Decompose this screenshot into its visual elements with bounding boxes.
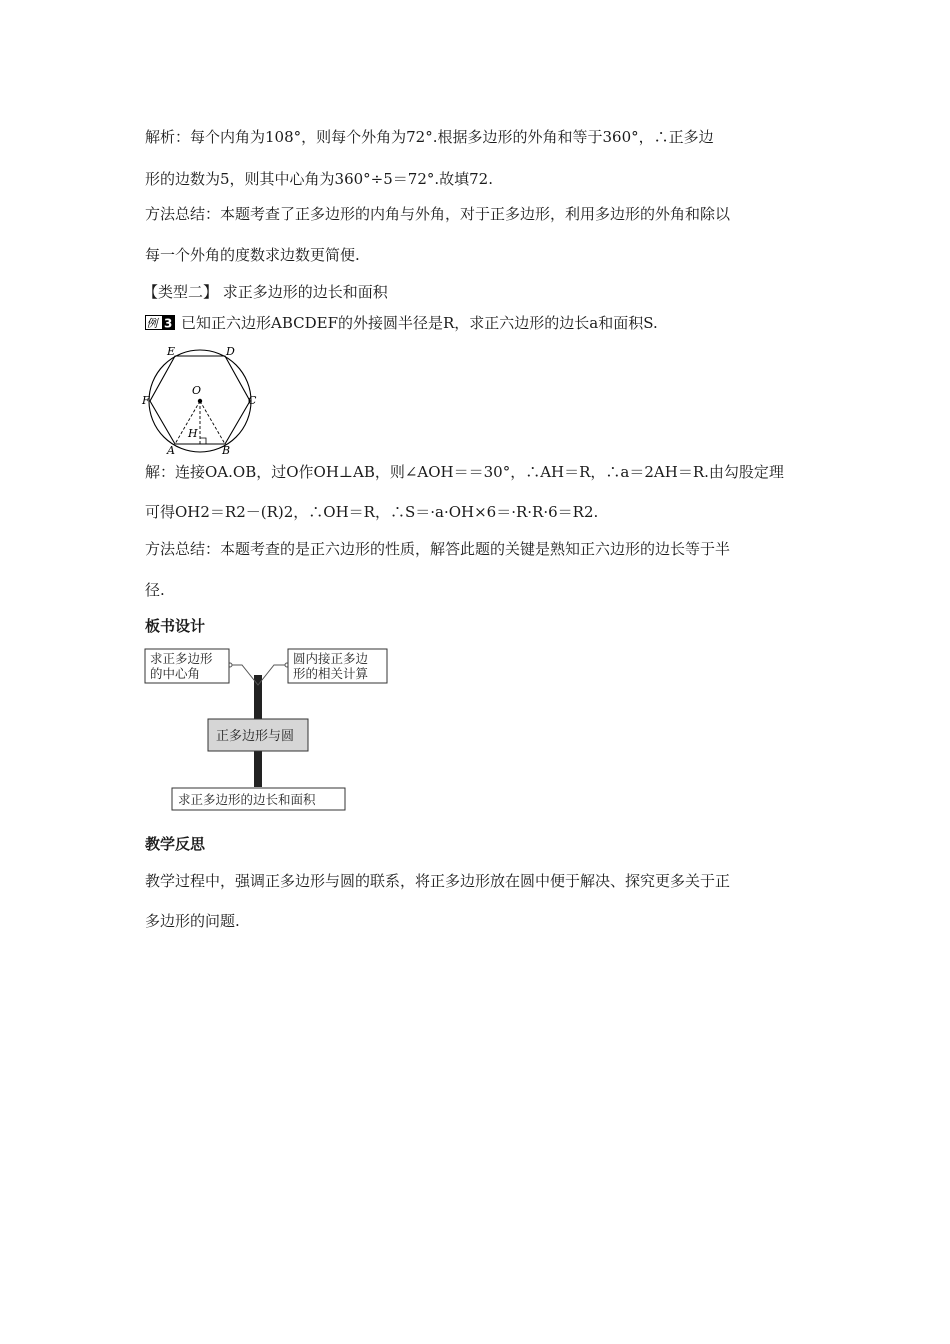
method-summary-1-line-1: 方法总结：本题考查了正多边形的内角与外角，对于正多边形，利用多边形的外角和除以 bbox=[145, 205, 731, 223]
box-inscribed-calc-line-1: 圆内接正多边 bbox=[293, 651, 369, 666]
label-E: E bbox=[167, 345, 176, 358]
reflection-heading: 教学反思 bbox=[145, 835, 206, 853]
label-A: A bbox=[167, 444, 175, 456]
svg-text:3: 3 bbox=[164, 316, 173, 330]
box-inscribed-calc-line-2: 形的相关计算 bbox=[293, 666, 369, 681]
hexagon-diagram bbox=[140, 344, 264, 456]
svg-text:例: 例 bbox=[146, 317, 158, 330]
segment-OB bbox=[200, 401, 225, 444]
label-F: F bbox=[142, 394, 150, 407]
example-3-line bbox=[145, 313, 658, 333]
label-D: D bbox=[226, 345, 235, 358]
box-center-angle-line-1: 求正多边形 bbox=[150, 651, 213, 666]
solution-line-1: 解：连接OA.OB，过O作OH⊥AB，则∠AOH＝＝30°，∴AH＝R，∴a＝2AH＝R.由勾股定理 bbox=[145, 463, 784, 481]
method-summary-2-line-1: 方法总结：本题考查的是正六边形的性质，解答此题的关键是熟知正六边形的边长等于半 bbox=[145, 540, 731, 558]
right-angle-mark bbox=[200, 438, 206, 444]
type-two-heading: 【类型二】 求正多边形的边长和面积 bbox=[143, 283, 388, 301]
label-O: O bbox=[192, 384, 202, 397]
box-main-topic-label: 正多边形与圆 bbox=[216, 729, 295, 744]
reflection-line-2: 多边形的问题. bbox=[145, 912, 240, 930]
method-summary-2-line-2: 径. bbox=[145, 581, 165, 599]
analysis-line-2: 形的边数为5，则其中心角为360°÷5＝72°.故填72. bbox=[145, 170, 493, 188]
example-3-text: 已知正六边形ABCDEF的外接圆半径是R，求正六边形的边长a和面积S. bbox=[181, 314, 658, 332]
reflection-line-1: 教学过程中，强调正多边形与圆的联系，将正多边形放在圆中便于解决、探究更多关于正 bbox=[145, 872, 731, 890]
box-side-area-label: 求正多边形的边长和面积 bbox=[178, 792, 316, 807]
board-design-diagram bbox=[140, 645, 400, 815]
method-summary-1-line-2: 每一个外角的度数求边数更简便. bbox=[145, 246, 360, 264]
center-point bbox=[198, 399, 202, 403]
analysis-line-1: 解析：每个内角为108°，则每个外角为72°.根据多边形的外角和等于360°，∴正多边 bbox=[145, 128, 714, 146]
example-badge-icon bbox=[145, 315, 175, 330]
solution-line-2: 可得OH2＝R2－(R)2，∴OH＝R，∴S＝·a·OH×6＝·R·R·6＝R2. bbox=[145, 503, 599, 521]
box-center-angle-line-2: 的中心角 bbox=[150, 666, 201, 681]
board-design-heading: 板书设计 bbox=[145, 617, 206, 635]
label-C: C bbox=[248, 394, 257, 407]
label-B: B bbox=[222, 444, 231, 456]
label-H: H bbox=[188, 427, 198, 440]
